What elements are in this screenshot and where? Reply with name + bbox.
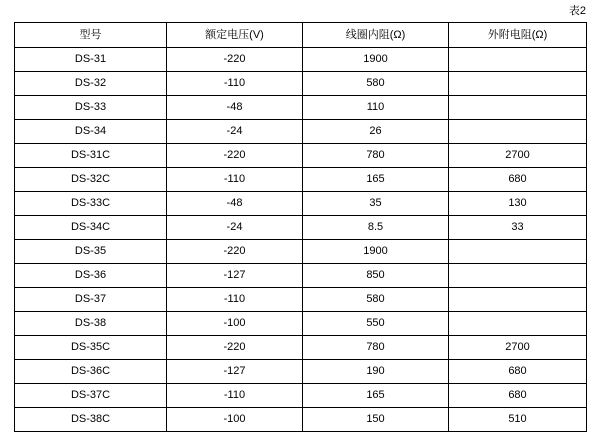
column-header-coil-resistance: 线圈内阻(Ω) bbox=[303, 23, 449, 48]
cell-model: DS-35C bbox=[15, 336, 167, 360]
cell-model: DS-34C bbox=[15, 216, 167, 240]
cell-coil-resistance: 1900 bbox=[303, 48, 449, 72]
cell-coil-resistance: 150 bbox=[303, 408, 449, 432]
cell-rated-voltage: -100 bbox=[167, 408, 303, 432]
cell-rated-voltage: -110 bbox=[167, 384, 303, 408]
cell-rated-voltage: -220 bbox=[167, 336, 303, 360]
cell-coil-resistance: 26 bbox=[303, 120, 449, 144]
cell-external-resistance: 510 bbox=[449, 408, 587, 432]
table-caption: 表2 bbox=[568, 5, 586, 17]
table-header-row bbox=[15, 23, 587, 48]
column-header-external-resistance: 外附电阻(Ω) bbox=[449, 23, 587, 48]
table-row bbox=[15, 168, 587, 192]
cell-external-resistance: 33 bbox=[449, 216, 587, 240]
cell-external-resistance: 130 bbox=[449, 192, 587, 216]
cell-external-resistance: 2700 bbox=[449, 336, 587, 360]
table-row bbox=[15, 408, 587, 432]
cell-rated-voltage: -110 bbox=[167, 168, 303, 192]
cell-coil-resistance: 550 bbox=[303, 312, 449, 336]
table-row bbox=[15, 192, 587, 216]
cell-rated-voltage: -220 bbox=[167, 144, 303, 168]
cell-model: DS-38 bbox=[15, 312, 167, 336]
cell-coil-resistance: 780 bbox=[303, 336, 449, 360]
cell-model: DS-37 bbox=[15, 288, 167, 312]
column-header-rated-voltage: 额定电压(V) bbox=[167, 23, 303, 48]
cell-coil-resistance: 850 bbox=[303, 264, 449, 288]
cell-coil-resistance: 8.5 bbox=[303, 216, 449, 240]
cell-coil-resistance: 580 bbox=[303, 288, 449, 312]
cell-external-resistance bbox=[449, 264, 587, 288]
table-row bbox=[15, 216, 587, 240]
cell-rated-voltage: -48 bbox=[167, 96, 303, 120]
table-row bbox=[15, 288, 587, 312]
cell-rated-voltage: -127 bbox=[167, 360, 303, 384]
cell-rated-voltage: -48 bbox=[167, 192, 303, 216]
table-row bbox=[15, 96, 587, 120]
cell-model: DS-35 bbox=[15, 240, 167, 264]
table-row bbox=[15, 72, 587, 96]
cell-model: DS-36C bbox=[15, 360, 167, 384]
table-row bbox=[15, 144, 587, 168]
table-row bbox=[15, 48, 587, 72]
table-body bbox=[15, 48, 587, 432]
cell-model: DS-33 bbox=[15, 96, 167, 120]
cell-model: DS-32C bbox=[15, 168, 167, 192]
cell-model: DS-31 bbox=[15, 48, 167, 72]
cell-model: DS-32 bbox=[15, 72, 167, 96]
cell-model: DS-34 bbox=[15, 120, 167, 144]
cell-rated-voltage: -220 bbox=[167, 240, 303, 264]
cell-model: DS-36 bbox=[15, 264, 167, 288]
cell-coil-resistance: 1900 bbox=[303, 240, 449, 264]
table-header bbox=[15, 23, 587, 48]
cell-external-resistance: 680 bbox=[449, 360, 587, 384]
cell-rated-voltage: -24 bbox=[167, 120, 303, 144]
cell-rated-voltage: -110 bbox=[167, 288, 303, 312]
cell-external-resistance bbox=[449, 48, 587, 72]
column-header-model: 型号 bbox=[15, 23, 167, 48]
cell-model: DS-31C bbox=[15, 144, 167, 168]
cell-rated-voltage: -100 bbox=[167, 312, 303, 336]
cell-model: DS-37C bbox=[15, 384, 167, 408]
cell-coil-resistance: 780 bbox=[303, 144, 449, 168]
cell-coil-resistance: 165 bbox=[303, 168, 449, 192]
cell-external-resistance bbox=[449, 312, 587, 336]
cell-model: DS-33C bbox=[15, 192, 167, 216]
cell-external-resistance bbox=[449, 120, 587, 144]
cell-coil-resistance: 165 bbox=[303, 384, 449, 408]
cell-coil-resistance: 35 bbox=[303, 192, 449, 216]
cell-external-resistance bbox=[449, 240, 587, 264]
table-row bbox=[15, 336, 587, 360]
table-row bbox=[15, 312, 587, 336]
cell-model: DS-38C bbox=[15, 408, 167, 432]
cell-external-resistance: 2700 bbox=[449, 144, 587, 168]
cell-rated-voltage: -110 bbox=[167, 72, 303, 96]
table-row bbox=[15, 240, 587, 264]
cell-external-resistance bbox=[449, 72, 587, 96]
table-row bbox=[15, 384, 587, 408]
cell-rated-voltage: -220 bbox=[167, 48, 303, 72]
table-row bbox=[15, 120, 587, 144]
cell-rated-voltage: -24 bbox=[167, 216, 303, 240]
table-row bbox=[15, 360, 587, 384]
cell-external-resistance: 680 bbox=[449, 168, 587, 192]
cell-external-resistance bbox=[449, 288, 587, 312]
cell-rated-voltage: -127 bbox=[167, 264, 303, 288]
table-row bbox=[15, 264, 587, 288]
cell-external-resistance: 680 bbox=[449, 384, 587, 408]
cell-coil-resistance: 580 bbox=[303, 72, 449, 96]
spec-table-container bbox=[14, 22, 586, 432]
spec-table bbox=[14, 22, 587, 432]
cell-coil-resistance: 190 bbox=[303, 360, 449, 384]
cell-external-resistance bbox=[449, 96, 587, 120]
cell-coil-resistance: 110 bbox=[303, 96, 449, 120]
